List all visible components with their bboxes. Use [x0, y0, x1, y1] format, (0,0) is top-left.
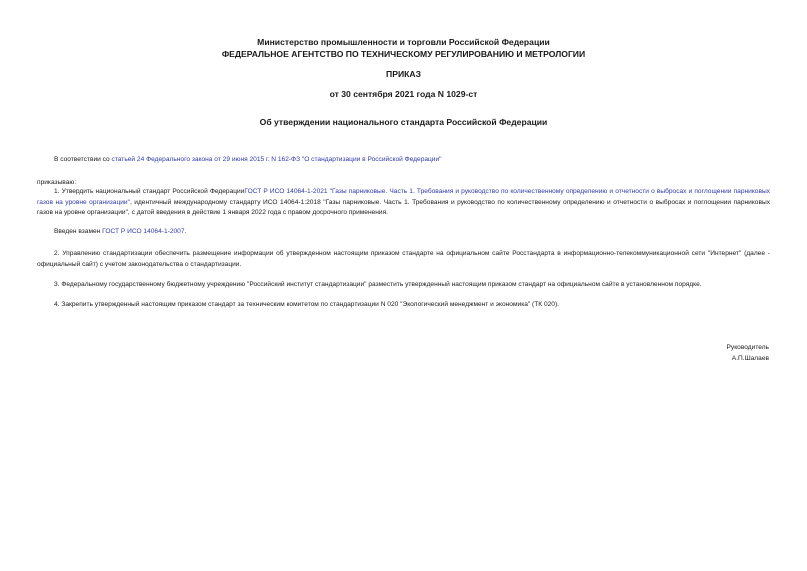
order-subject: Об утверждении национального стандарта Российской Федерации [259, 117, 548, 127]
replacement-paragraph [37, 227, 770, 238]
document-type: ПРИКАЗ [386, 69, 421, 79]
order-word: приказываю: [37, 179, 77, 186]
item-1-paragraph [37, 187, 770, 219]
basis-paragraph [37, 155, 770, 166]
date-number: от 30 сентября 2021 года N 1029-ст [329, 89, 478, 99]
item-1-suffix: , идентичный международному стандарту ИСО 14064-1:2018 "Газы парниковые. Часть 1. Требования и руководство по количественному определению и отчетности о выбросах и поглощении парниковых газов на уровне организации", с датой введения в действие 1 января 2022 года с правом досрочного применения. [37, 198, 770, 216]
gost-2021-link[interactable]: ГОСТ Р ИСО 14064-1-2021 "Газы парниковые. Часть 1. Требования и руководство по количественному определению и отчетности о выбросах и поглощении парниковых газов на уровне организации" [37, 188, 770, 206]
agency-title: ФЕДЕРАЛЬНОЕ АГЕНТСТВО ПО ТЕХНИЧЕСКОМУ РЕГУЛИРОВАНИЮ И МЕТРОЛОГИИ [221, 49, 586, 59]
signature-name: А.П.Шалаев [731, 355, 769, 362]
gost-2007-link[interactable]: ГОСТ Р ИСО 14064-1-2007 [102, 228, 185, 235]
signature-title: Руководитель [726, 344, 769, 351]
item-1-prefix: 1. Утвердить национальный стандарт Российской Федерации [54, 188, 245, 195]
ministry-title: Министерство промышленности и торговли Российской Федерации [257, 37, 550, 47]
replacement-prefix: Введен взамен [54, 228, 103, 235]
replacement-suffix: . [184, 228, 187, 235]
federal-law-link[interactable]: статьей 24 Федерального закона от 29 июня 2015 г. N 162-ФЗ "О стандартизации в Российской Федерации" [111, 156, 442, 163]
item-3-paragraph: 3. Федеральному государственному бюджетному учреждению "Российский институт стандартизации" разместить утвержденный настоящим приказом стандарт на официальном сайте в установленном порядке. [54, 281, 702, 288]
basis-prefix: В соответствии со [54, 156, 112, 163]
item-2-paragraph: 2. Управлению стандартизации обеспечить размещение информации об утвержденном настоящим приказом стандарте на официальном сайте Росстандарта в информационно-телекоммуникационной сети "Интернет" (далее - официальный сайт) с учетом законодательства о стандартизации. [37, 250, 770, 268]
item-4-paragraph: 4. Закрепить утвержденный настоящим приказом стандарт за техническим комитетом по стандартизации N 020 "Экологический менеджмент и экономика" (ТК 020). [54, 301, 559, 308]
